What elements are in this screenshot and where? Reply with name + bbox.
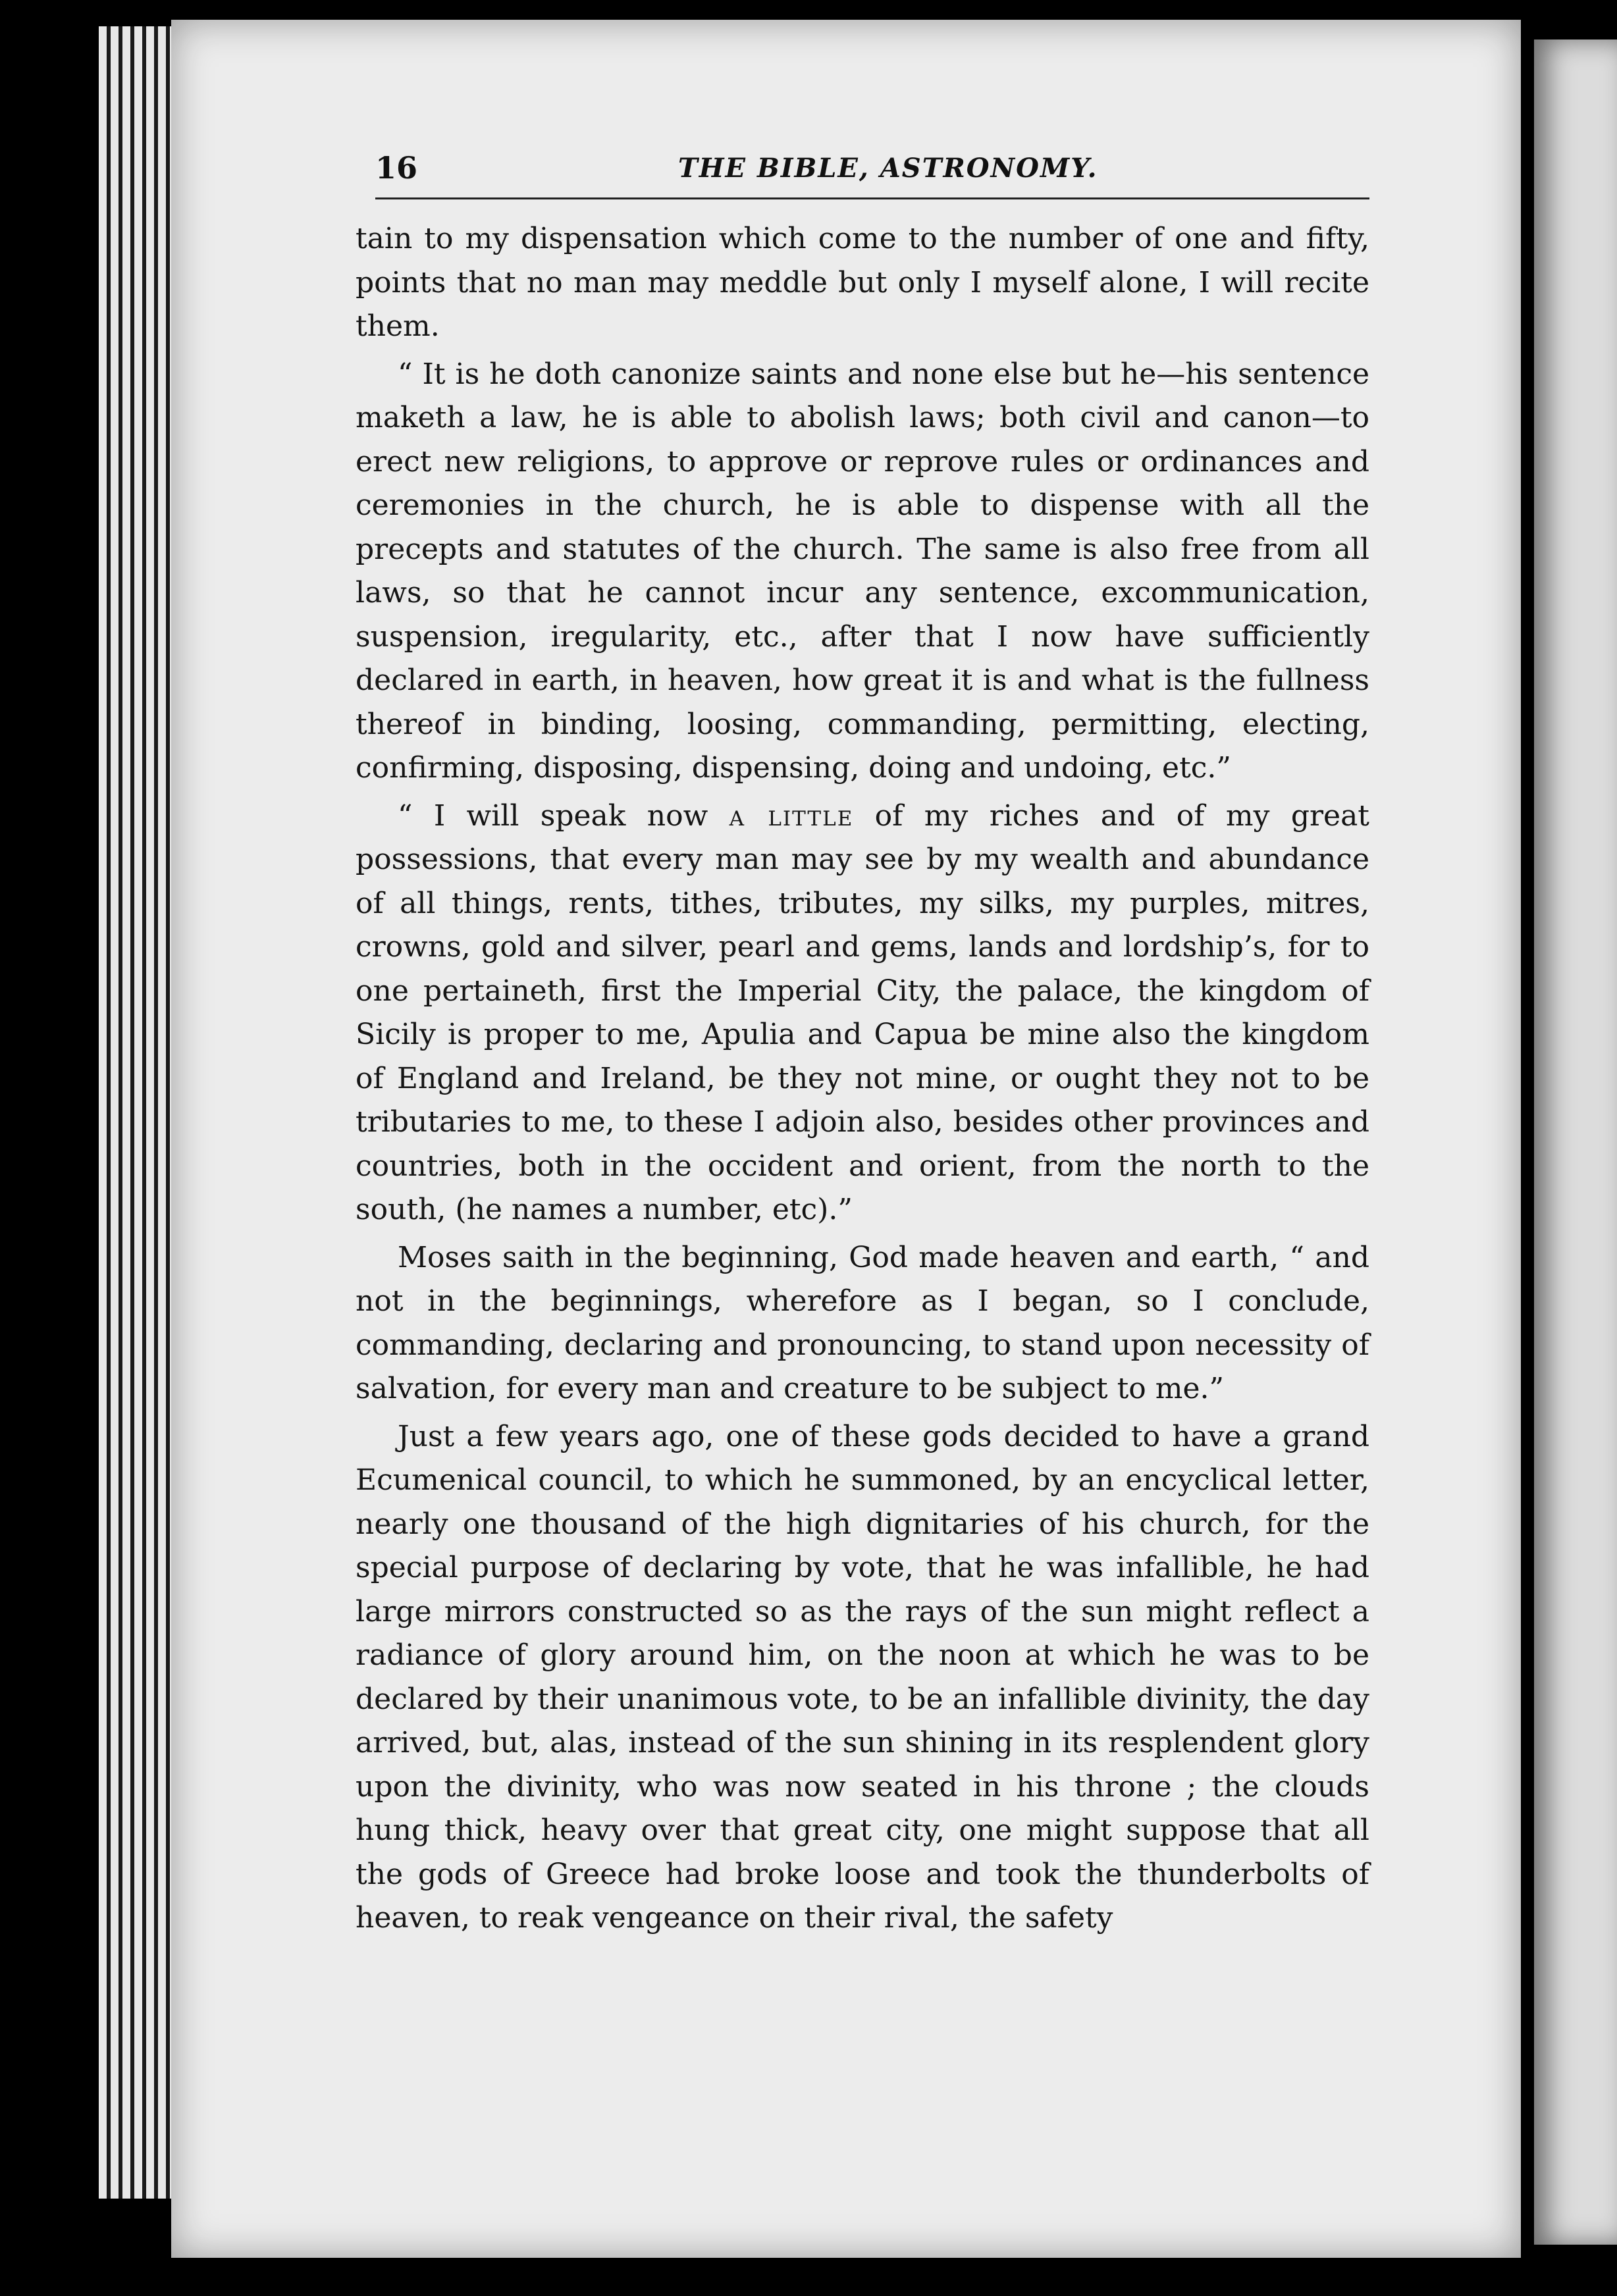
running-title: THE BIBLE, ASTRONOMY.: [678, 153, 1098, 184]
running-head: [375, 150, 1363, 196]
paragraph-2: “ It is he doth canonize saints and none else but he—his sentence maketh a law, he is able to abolish laws; both civil and canon—to erect new religions, to approve or reprove rules or ordinances and ceremonies in the church, he is able to dispense with all the precepts and statutes of the church. The same is also free from all laws, so that he cannot incur any sentence, excommunication, suspension, iregularity, etc., after that I now have sufficiently declared in earth, in heaven, how great it is and what is the fullness thereof in binding, loosing, commanding, permitting, electing, confirming, disposing, dispensing, doing and undoing, etc.”: [356, 357, 1369, 785]
paragraph-3-rest: of my riches and of my great possessions, that every man may see by my wealth and abundance of all things, rents, tithes, tributes, my silks, my purples, mitres, crowns, gold and silver, pearl and gems, lands and lordship’s, for to one pertaineth, first the Imperial City, the palace, the kingdom of Sicily is proper to me, Apulia and Capua be mine also the kingdom of England and Ireland, be they not mine, or ought they not to be tributaries to me, to these I adjoin also, besides other provinces and countries, both in the occident and orient, from the north to the south, (he names a number, etc).”: [356, 798, 1369, 1226]
adjacent-page-edge: [1534, 39, 1617, 2245]
paragraph-4: Moses saith in the beginning, God made heaven and earth, “ and not in the beginnings, wherefore as I began, so I conclude, commanding, declaring and pronouncing, to stand upon necessity of salvation, for every man and creature to be subject to me.”: [356, 1240, 1369, 1405]
paragraph-1: tain to my dispensation which come to the number of one and fifty, points that no man may meddle but only I myself alone, I will recite them.: [356, 222, 1369, 343]
paragraph-3-emphasis: a little: [729, 798, 854, 833]
paragraph-5: Just a few years ago, one of these gods decided to have a grand Ecumenical council, to which he summoned, by an encyclical letter, nearly one thousand of the high dignitaries of his church, for the special purpose of declaring by vote, that he was infallible, he had large mirrors constructed so as the rays of the sun might reflect a radiance of glory around him, on the noon at which he was to be declared by their unanimous vote, to be an infallible divinity, the day arrived, but, alas, instead of the sun shining in its resplendent glory upon the divinity, who was now seated in his throne ; the clouds hung thick, heavy over that great city, one might suppose that all the gods of Greece had broke loose and took the thunderbolts of heaven, to reak vengeance on their rival, the safety: [356, 1419, 1369, 1935]
body-text: [356, 217, 1369, 1944]
page-number: 16: [375, 150, 418, 186]
paragraph-3-start: “ I will speak now: [398, 798, 729, 833]
paragraph-3: [356, 795, 1369, 1232]
header-rule: [375, 197, 1369, 199]
